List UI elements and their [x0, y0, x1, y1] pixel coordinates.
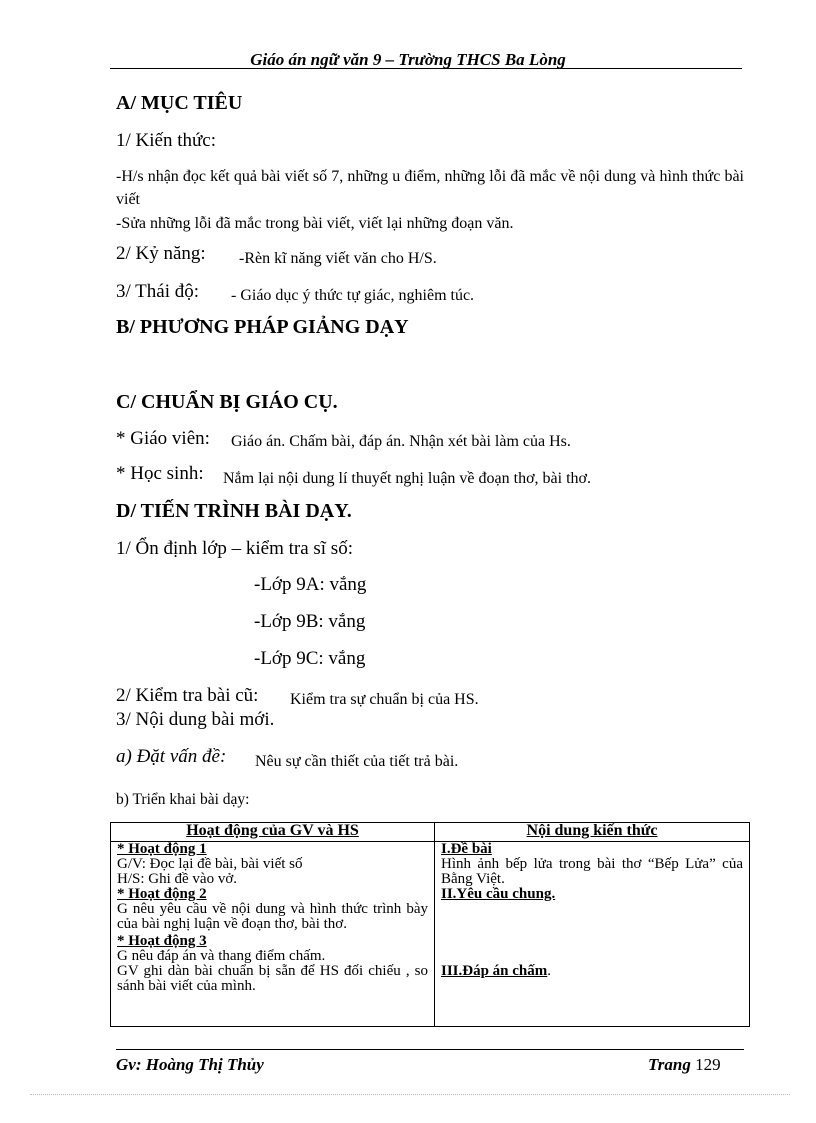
activity-1-title: * Hoạt động 1: [117, 841, 207, 857]
footer-page-label: Trang: [648, 1055, 691, 1074]
footer-page: [648, 1055, 721, 1075]
knowledge-paragraph-2: -Sửa những lỗi đã mắc trong bài viết, viết lại những đoạn văn.: [116, 215, 514, 232]
content-section-3: [441, 964, 743, 979]
content-cell: [435, 842, 750, 1027]
footer-rule: [116, 1049, 744, 1050]
knowledge-paragraph-1: -H/s nhận đọc kết quả bài viết số 7, những u điểm, những lỗi đã mắc về nội dung và hình thức bài viết: [116, 168, 744, 208]
knowledge-label: 1/ Kiến thức:: [116, 130, 217, 151]
activities-cell: [111, 842, 435, 1027]
content-section-3-suffix: .: [547, 963, 552, 979]
content-section-1-title: I.Đề bài: [441, 841, 492, 857]
footer-page-number: 129: [695, 1055, 721, 1074]
step1-label: 1/ Ổn định lớp – kiểm tra sĩ số:: [116, 538, 353, 559]
attitude-label: 3/ Thái độ:: [116, 281, 200, 302]
deploy-label: b) Triển khai bài dạy:: [116, 791, 250, 808]
activity-1-line-2: H/S: Ghi đề vào vở.: [117, 871, 238, 887]
table-header-content: Nội dung kiến thức: [435, 823, 750, 842]
header-rule: [110, 68, 742, 69]
step3-label: 3/ Nội dung bài mới.: [116, 709, 275, 730]
table-header-activities: Hoạt động của GV và HS: [111, 823, 435, 842]
activity-2-title: * Hoạt động 2: [117, 886, 207, 902]
activity-2-text: G nêu yêu cầu về nội dung và hình thức trình bày của bài nghị luận về đoạn thơ, bài thơ.: [117, 901, 428, 932]
class-9b: -Lớp 9B: vắng: [254, 611, 366, 632]
bottom-dotted-border: [30, 1094, 790, 1095]
footer-author: Gv: Hoàng Thị Thủy: [116, 1055, 264, 1074]
section-b-title: B/ PHƯƠNG PHÁP GIẢNG DẠY: [116, 316, 409, 338]
intro-text: Nêu sự cần thiết của tiết trả bài.: [255, 753, 459, 770]
step2-label: 2/ Kiểm tra bài cũ:: [116, 685, 259, 706]
section-a-title: A/ MỤC TIÊU: [116, 92, 243, 114]
lesson-table: [110, 822, 750, 1027]
activity-3-title: * Hoạt động 3: [117, 933, 207, 949]
skill-text: -Rèn kĩ năng viết văn cho H/S.: [239, 250, 437, 267]
class-9a: -Lớp 9A: vắng: [254, 574, 367, 595]
teacher-text: Giáo án. Chấm bài, đáp án. Nhận xét bài làm của Hs.: [231, 433, 571, 450]
activity-3-line-2: GV ghi dàn bài chuẩn bị sẵn để HS đối chiếu , so sánh bài viết của mình.: [117, 963, 428, 994]
section-c-title: C/ CHUẨN BỊ GIÁO CỤ.: [116, 391, 338, 413]
content-section-1-text: Hình ảnh bếp lửa trong bài thơ “Bếp Lửa” của Bằng Việt.: [441, 856, 743, 887]
activity-1-line-1: G/V: Đọc lại đề bài, bài viết số: [117, 856, 303, 872]
step2-text: Kiểm tra sự chuẩn bị của HS.: [290, 691, 479, 708]
student-text: Nắm lại nội dung lí thuyết nghị luận về đoạn thơ, bài thơ.: [223, 470, 591, 487]
class-9c: -Lớp 9C: vắng: [254, 648, 366, 669]
teacher-label: * Giáo viên:: [116, 428, 210, 449]
student-label: * Học sinh:: [116, 463, 204, 484]
content-section-2-title: II.Yêu cầu chung.: [441, 886, 556, 902]
attitude-text: - Giáo dục ý thức tự giác, nghiêm túc.: [231, 287, 475, 304]
page-header-title: Giáo án ngữ văn 9 – Trường THCS Ba Lòng: [250, 50, 566, 69]
activity-3-line-1: G nêu đáp án và thang điểm chấm.: [117, 948, 326, 964]
section-d-title: D/ TIẾN TRÌNH BÀI DẠY.: [116, 500, 352, 522]
intro-label: a) Đặt vấn đề:: [116, 746, 227, 767]
skill-label: 2/ Kỷ năng:: [116, 243, 206, 264]
content-section-3-title: III.Đáp án chấm: [441, 963, 548, 979]
